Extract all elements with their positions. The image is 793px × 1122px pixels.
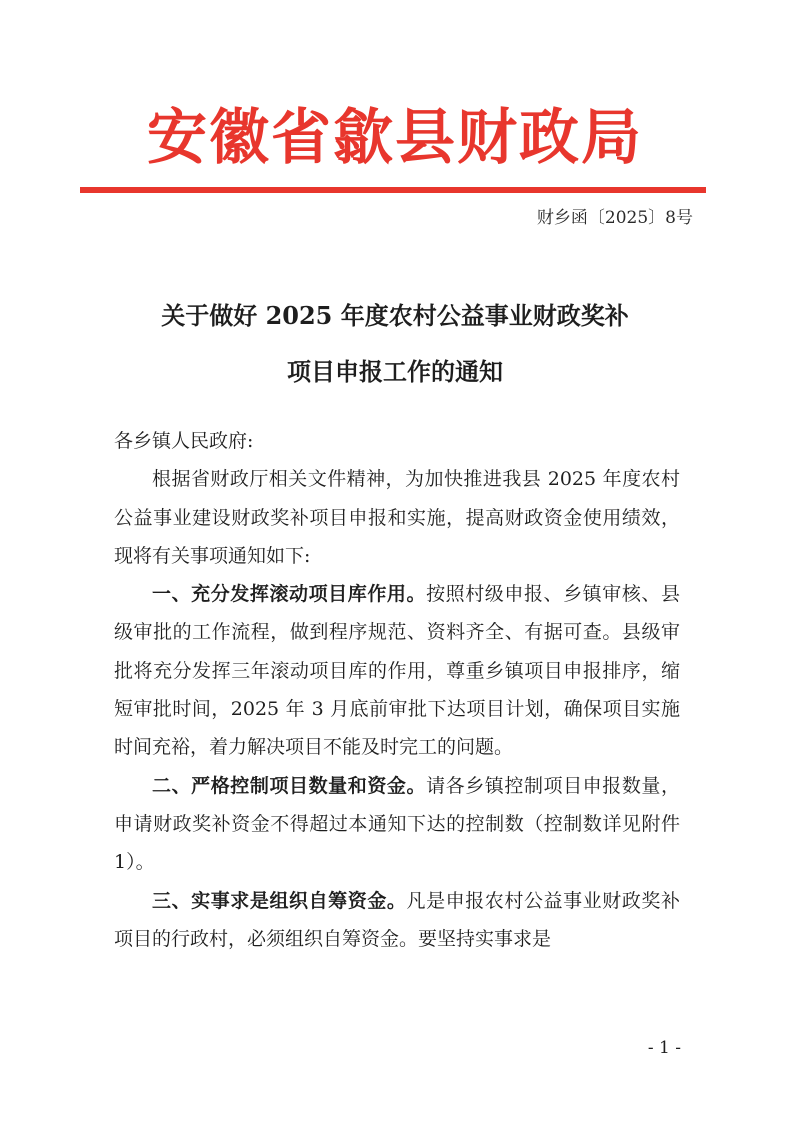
- section-3-paragraph: [114, 882, 680, 959]
- section-2-text: 请各乡镇控制项目申报数量，申请财政奖补资金不得超过本通知下达的控制数（控制数详见附件 1）。: [114, 774, 680, 874]
- document-title-line-1: 关于做好 2025 年度农村公益事业财政奖补: [161, 301, 629, 330]
- section-1-text: 按照村级申报、乡镇审核、县级审批的工作流程，做到程序规范、资料齐全、有据可查。县级审批将充分发挥三年滚动项目库的作用，尊重乡镇项目申报排序，缩短审批时间，2025 年 3 月底前审批下达项目计划，确保项目实施时间充裕，着力解决项目不能及时完工的问题。: [114, 583, 680, 759]
- section-3-text: 凡是申报农村公益事业财政奖补项目的行政村，必须组织自筹资金。要坚持实事求是: [114, 889, 680, 950]
- section-2-paragraph: [114, 767, 680, 882]
- section-1-heading: 一、充分发挥滚动项目库作用。: [152, 583, 427, 606]
- red-divider-line: [80, 187, 706, 193]
- section-3-heading: 三、实事求是组织自筹资金。: [152, 889, 407, 912]
- page-number: - 1 -: [647, 1038, 681, 1058]
- section-1-paragraph: [114, 575, 680, 766]
- section-2-heading: 二、严格控制项目数量和资金。: [152, 774, 427, 797]
- document-body: [114, 422, 680, 958]
- document-title-line-2: 项目申报工作的通知: [287, 357, 503, 386]
- intro-paragraph: 根据省财政厅相关文件精神，为加快推进我县 2025 年度农村公益事业建设财政奖补项目申报和实施，提高财政资金使用绩效，现将有关事项通知如下:: [114, 468, 680, 567]
- salutation: 各乡镇人民政府:: [114, 430, 254, 452]
- document-number: 财乡函〔2025〕8号: [536, 208, 693, 228]
- agency-masthead: 安徽省歙县财政局: [147, 103, 643, 173]
